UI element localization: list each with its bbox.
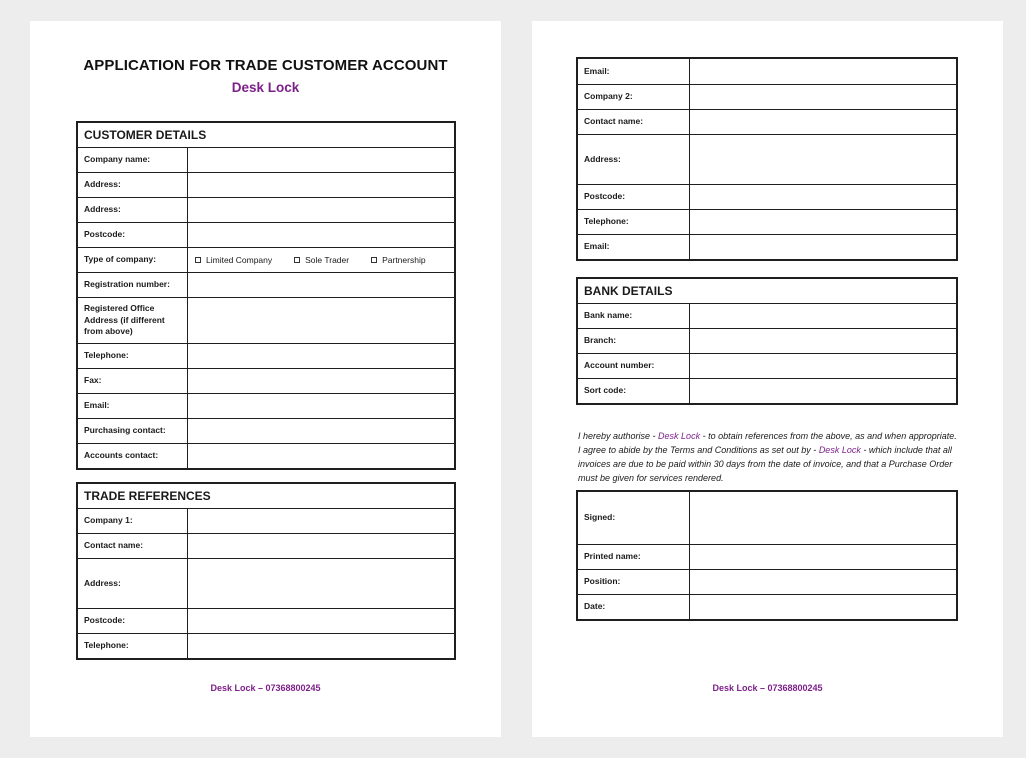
- field-label: Telephone:: [578, 210, 690, 234]
- field-value: [690, 570, 956, 594]
- field-value: [690, 59, 956, 84]
- table-row: [78, 343, 454, 368]
- auth-segment: - to obtain references from the above, as and when appropriate. I agree to abide by the Terms and Conditions as set out by -: [578, 431, 957, 455]
- table-row: [578, 544, 956, 569]
- table-row: [578, 328, 956, 353]
- section-header-row: [78, 123, 454, 147]
- table-row: [78, 608, 454, 633]
- table-row: [78, 533, 454, 558]
- table-row: [578, 492, 956, 544]
- field-value: [188, 559, 454, 608]
- section-header-row: [578, 279, 956, 303]
- table-row: [78, 197, 454, 222]
- table-row: [78, 147, 454, 172]
- table-row: [78, 297, 454, 343]
- table-row: [578, 59, 956, 84]
- field-label: Contact name:: [578, 110, 690, 134]
- field-label: Fax:: [78, 369, 188, 393]
- page-footer: Desk Lock – 07368800245: [712, 683, 823, 693]
- field-value: [690, 185, 956, 209]
- page-footer: Desk Lock – 07368800245: [210, 683, 321, 693]
- field-label: Postcode:: [578, 185, 690, 209]
- field-label: Printed name:: [578, 545, 690, 569]
- field-label: Sort code:: [578, 379, 690, 403]
- field-label: Signed:: [578, 492, 690, 544]
- field-label: Purchasing contact:: [78, 419, 188, 443]
- field-value: [188, 198, 454, 222]
- table-row: [78, 172, 454, 197]
- field-label: Address:: [578, 135, 690, 184]
- field-label: Address:: [78, 559, 188, 608]
- field-value: [188, 148, 454, 172]
- field-label: Postcode:: [78, 609, 188, 633]
- page-title: APPLICATION FOR TRADE CUSTOMER ACCOUNT: [83, 57, 448, 74]
- table-row: [578, 569, 956, 594]
- field-value: [690, 329, 956, 353]
- option-label: Limited Company: [206, 255, 273, 265]
- field-value: [188, 223, 454, 247]
- bank-details-table: [576, 277, 958, 405]
- field-label: Registration number:: [78, 273, 188, 297]
- field-value: [690, 135, 956, 184]
- sole-trader-option: [294, 255, 349, 265]
- field-value: [188, 634, 454, 658]
- field-label: Company name:: [78, 148, 188, 172]
- checkbox-icon: [371, 257, 377, 263]
- field-value: [690, 595, 956, 619]
- field-label: Date:: [578, 595, 690, 619]
- field-label: Bank name:: [578, 304, 690, 328]
- trade-references-continued-table: [576, 57, 958, 261]
- field-value: [188, 298, 454, 343]
- field-label: Account number:: [578, 354, 690, 378]
- checkbox-icon: [294, 257, 300, 263]
- checkbox-icon: [195, 257, 201, 263]
- signature-table: [576, 490, 958, 621]
- field-label: Address:: [78, 173, 188, 197]
- table-row: [578, 134, 956, 184]
- auth-segment: - which include that all invoices are due to be paid within 30 days from the date of invoice, and that a Purchase Order must be given for services rendered.: [578, 445, 953, 483]
- auth-segment: I hereby authorise -: [578, 431, 659, 441]
- field-value: [690, 110, 956, 134]
- field-label: Email:: [578, 235, 690, 259]
- brand-name: Desk Lock: [658, 431, 701, 441]
- field-value: [690, 235, 956, 259]
- field-value: [188, 273, 454, 297]
- field-value: [188, 444, 454, 468]
- table-row: [578, 353, 956, 378]
- field-label: Telephone:: [78, 634, 188, 658]
- table-row: [78, 418, 454, 443]
- brand-subtitle: Desk Lock: [231, 80, 300, 95]
- table-row: [578, 378, 956, 403]
- table-row: [578, 303, 956, 328]
- trade-references-table: [76, 482, 456, 660]
- table-row: [578, 594, 956, 619]
- section-header: BANK DETAILS: [584, 284, 673, 298]
- authorisation-paragraph: [578, 429, 958, 485]
- company-type-row: [78, 247, 454, 272]
- field-value: [188, 534, 454, 558]
- brand-name: Desk Lock: [818, 445, 861, 455]
- table-row: [78, 558, 454, 608]
- option-label: Sole Trader: [305, 255, 350, 265]
- field-label: Email:: [78, 394, 188, 418]
- table-row: [578, 234, 956, 259]
- field-label: Branch:: [578, 329, 690, 353]
- field-label: Telephone:: [78, 344, 188, 368]
- table-row: [78, 368, 454, 393]
- table-row: [78, 443, 454, 468]
- option-label: Partnership: [382, 255, 426, 265]
- table-row: [578, 184, 956, 209]
- field-label: Company 1:: [78, 509, 188, 533]
- field-label: Type of company:: [78, 248, 188, 272]
- section-header: CUSTOMER DETAILS: [84, 128, 207, 142]
- field-label: Email:: [578, 59, 690, 84]
- section-header-row: [78, 484, 454, 508]
- field-label: Address:: [78, 198, 188, 222]
- table-row: [78, 222, 454, 247]
- page-2: [532, 21, 1003, 737]
- field-label: Position:: [578, 570, 690, 594]
- field-value: [690, 85, 956, 109]
- field-label: Registered Office Address (if different from above): [78, 298, 188, 343]
- table-row: [78, 508, 454, 533]
- limited-company-option: [195, 255, 272, 265]
- field-label: Accounts contact:: [78, 444, 188, 468]
- table-row: [78, 633, 454, 658]
- table-row: [78, 393, 454, 418]
- section-header: TRADE REFERENCES: [84, 489, 211, 503]
- field-value: [188, 419, 454, 443]
- field-label: Contact name:: [78, 534, 188, 558]
- table-row: [578, 109, 956, 134]
- table-row: [78, 272, 454, 297]
- field-label: Postcode:: [78, 223, 188, 247]
- field-value: [188, 394, 454, 418]
- field-value: [188, 344, 454, 368]
- field-label: Company 2:: [578, 85, 690, 109]
- customer-details-table: [76, 121, 456, 470]
- field-value: [188, 369, 454, 393]
- field-value: [690, 210, 956, 234]
- company-type-options: [188, 248, 454, 272]
- field-value: [690, 492, 956, 544]
- field-value: [188, 173, 454, 197]
- field-value: [690, 304, 956, 328]
- table-row: [578, 84, 956, 109]
- field-value: [188, 609, 454, 633]
- field-value: [188, 509, 454, 533]
- table-row: [578, 209, 956, 234]
- field-value: [690, 379, 956, 403]
- field-value: [690, 354, 956, 378]
- field-value: [690, 545, 956, 569]
- page-1: [30, 21, 501, 737]
- partnership-option: [371, 255, 425, 265]
